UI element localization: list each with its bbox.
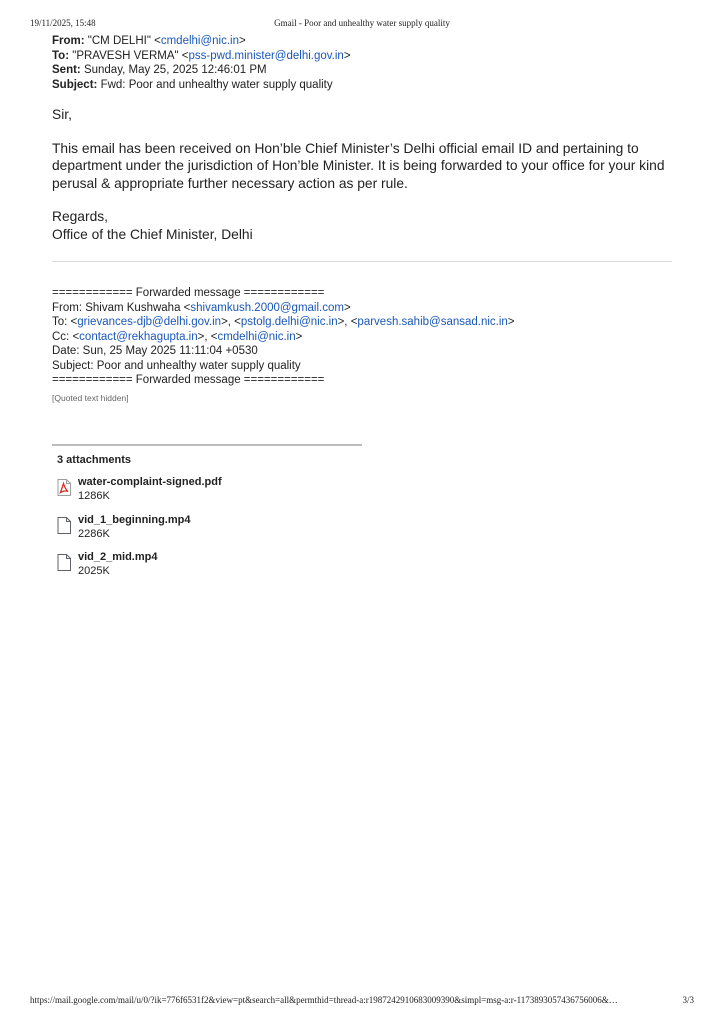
from-label: From: [52, 35, 85, 47]
forwarded-cc-email-link-1[interactable]: contact@rekhagupta.in [79, 330, 198, 343]
print-url: https://mail.google.com/mail/u/0/?ik=776f6531f2&view=pt&search=all&permthid=thread-a:r1987242910683009390&simpl=msg-a:r-1173893057436756006&… [30, 995, 618, 1005]
attachments-count: 3 attachments [57, 454, 131, 466]
forwarded-separator-bottom: ============ Forwarded message ============ [52, 374, 325, 386]
pdf-file-icon [57, 479, 71, 496]
print-title: Gmail - Poor and unhealthy water supply quality [274, 18, 450, 28]
forwarded-separator-top: ============ Forwarded message ============ [52, 287, 325, 299]
forwarded-to-line: To: <grievances-djb@delhi.gov.in>, <pstolg.delhi@nic.in>, <parvesh.sahib@sansad.nic.in> [52, 316, 515, 328]
generic-file-icon [57, 554, 71, 571]
page-number: 3/3 [682, 995, 694, 1005]
attachment-size: 2286K [78, 528, 110, 540]
email-body-paragraph: This email has been received on Hon’ble Chief Minister’s Delhi official email ID and pertaining to department under the jurisdiction of Hon’ble Minister. It is being forwarded to your office for your kind perusal & appropriate further necessary action as per rule. [52, 140, 665, 191]
forwarded-to-email-link-2[interactable]: pstolg.delhi@nic.in [240, 316, 338, 328]
sent-line [52, 63, 672, 78]
from-line: From: "CM DELHI" <cmdelhi@nic.in> [52, 35, 246, 47]
to-email-link[interactable]: pss-pwd.minister@delhi.gov.in [188, 49, 344, 62]
regards: Regards, [52, 209, 108, 224]
signature: Office of the Chief Minister, Delhi [52, 226, 253, 242]
to-name: "PRAVESH VERMA" [72, 49, 179, 62]
print-datetime: 19/11/2025, 15:48 [30, 18, 96, 28]
forwarded-message [52, 286, 672, 405]
attachments-divider [52, 444, 362, 446]
attachment-size: 1286K [78, 490, 110, 502]
forwarded-cc-email-link-2[interactable]: cmdelhi@nic.in [217, 330, 296, 343]
to-label: To: [52, 49, 70, 62]
forwarded-date-line: Date: Sun, 25 May 2025 11:11:04 +0530 [52, 345, 258, 357]
to-line: To: "PRAVESH VERMA" <pss-pwd.minister@delhi.gov.in> [52, 49, 351, 62]
forwarded-subject-line: Subject: Poor and unhealthy water supply quality [52, 359, 301, 372]
print-header [30, 18, 694, 32]
forwarded-to-email-link-1[interactable]: grievances-djb@delhi.gov.in [77, 316, 222, 328]
sent-label: Sent: [52, 64, 81, 76]
generic-file-icon [57, 517, 71, 534]
subject-label: Subject: [52, 78, 98, 91]
forwarded-from-email-link[interactable]: shivamkush.2000@gmail.com [190, 301, 344, 314]
attachment-size: 2025K [78, 565, 110, 577]
forwarded-cc-line: Cc: <contact@rekhagupta.in>, <cmdelhi@nic.in> [52, 330, 303, 343]
quoted-text-hidden[interactable]: [Quoted text hidden] [52, 392, 129, 403]
salutation: Sir, [52, 107, 72, 122]
subject-line [52, 78, 672, 93]
attachment-name[interactable]: vid_2_mid.mp4 [78, 551, 158, 563]
attachment-name[interactable]: water-complaint-signed.pdf [78, 476, 222, 488]
forwarded-to-email-link-3[interactable]: parvesh.sahib@sansad.nic.in [357, 316, 508, 328]
email-content [52, 34, 672, 405]
subject-value: Fwd: Poor and unhealthy water supply quality [100, 78, 333, 91]
forwarded-from-line: From: Shivam Kushwaha <shivamkush.2000@gmail.com> [52, 301, 351, 314]
from-email-link[interactable]: cmdelhi@nic.in [160, 35, 239, 47]
attachment-name[interactable]: vid_1_beginning.mp4 [78, 514, 191, 526]
forwarded-cc-prefix: Cc: < [52, 330, 80, 343]
forwarded-from-prefix: From: Shivam Kushwaha < [52, 301, 191, 314]
forwarded-to-prefix: To: < [52, 316, 78, 328]
print-footer [30, 995, 694, 1009]
sent-value: Sunday, May 25, 2025 12:46:01 PM [83, 64, 267, 76]
divider [52, 261, 672, 262]
from-name: "CM DELHI" [87, 35, 151, 47]
